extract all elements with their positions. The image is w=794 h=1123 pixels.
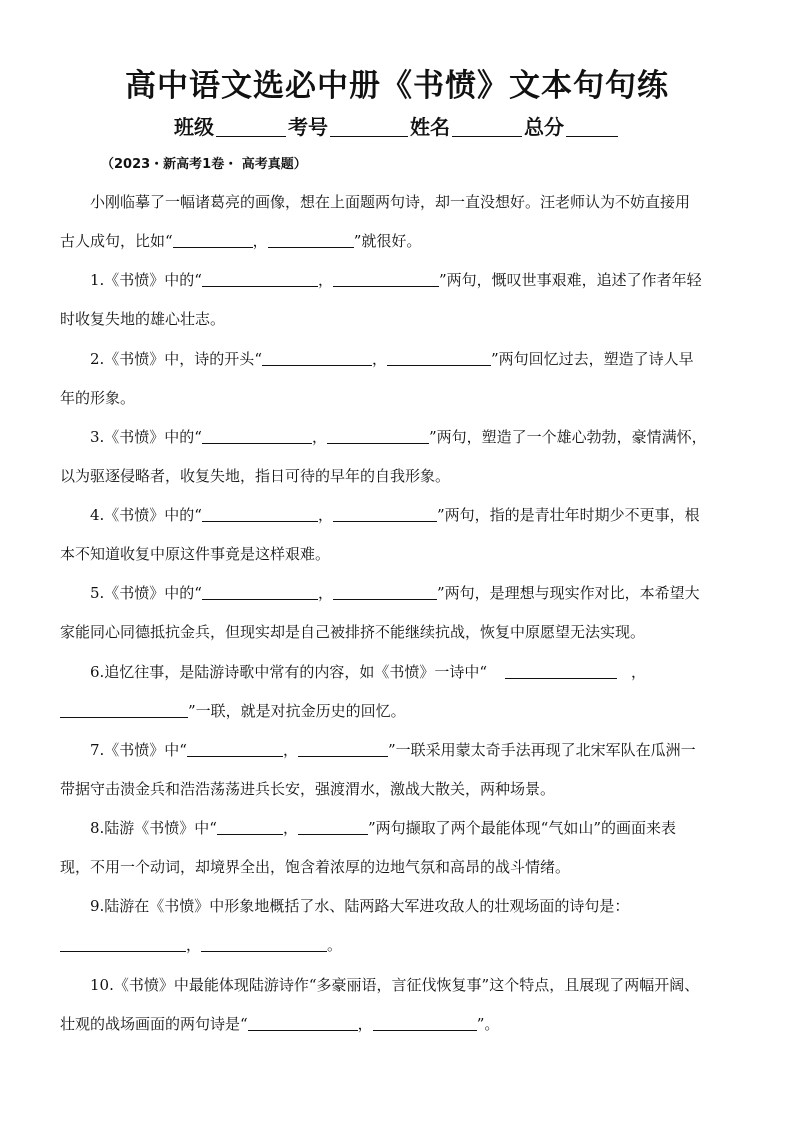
question-1: 1.《书愤》中的“ ， ”两句，慨叹世事艰难，追述了作者年轻 xyxy=(90,271,702,289)
class-blank[interactable] xyxy=(216,118,286,137)
question-9: 9.陆游在《书愤》中形象地概括了水、陆两路大军进攻敌人的壮观场面的诗句是： xyxy=(90,897,630,915)
answer-blank[interactable] xyxy=(202,585,318,600)
question-10-cont: 壮观的战场画面的两句诗是“ ， ”。 xyxy=(60,1015,500,1033)
answer-blank[interactable] xyxy=(173,233,253,248)
answer-blank[interactable] xyxy=(327,429,429,444)
answer-blank[interactable] xyxy=(187,742,283,757)
answer-blank[interactable] xyxy=(268,233,354,248)
page-title: 高中语文选必中册《书愤》文本句句练 xyxy=(125,68,669,104)
source-note: （2023・新高考1卷・ 高考真题） xyxy=(101,157,307,172)
question-6-cont: ”一联，就是对抗金历史的回忆。 xyxy=(60,700,406,722)
class-label: 班级 xyxy=(174,115,214,139)
answer-blank[interactable] xyxy=(202,272,318,287)
name-label: 姓名 xyxy=(410,115,450,139)
answer-blank[interactable] xyxy=(202,429,312,444)
intro-line-1: 小刚临摹了一幅诸葛亮的画像，想在上面题两句诗，却一直没想好。汪老师认为不妨直接用 xyxy=(90,193,691,211)
answer-blank[interactable] xyxy=(333,585,437,600)
answer-blank[interactable] xyxy=(373,1016,477,1031)
score-label: 总分 xyxy=(524,115,564,139)
id-blank[interactable] xyxy=(330,118,408,137)
question-2: 2.《书愤》中，诗的开头“ ， ”两句回忆过去，塑造了诗人早 xyxy=(90,350,694,368)
answer-blank[interactable] xyxy=(505,664,617,679)
score-blank[interactable] xyxy=(566,118,618,137)
answer-blank[interactable] xyxy=(333,507,437,522)
answer-blank[interactable] xyxy=(387,351,491,366)
id-label: 考号 xyxy=(288,115,328,139)
question-4: 4.《书愤》中的“ ， ”两句，指的是青壮年时期少不更事，根 xyxy=(90,506,700,524)
name-blank[interactable] xyxy=(452,118,522,137)
answer-blank[interactable] xyxy=(60,703,188,718)
answer-blank[interactable] xyxy=(298,742,388,757)
question-10: 10.《书愤》中最能体现陆游诗作“多豪丽语，言征伐恢复事”这个特点，且展现了两幅开阔、 xyxy=(90,976,700,994)
answer-blank[interactable] xyxy=(217,820,283,835)
answer-blank[interactable] xyxy=(298,820,368,835)
answer-blank[interactable] xyxy=(262,351,372,366)
question-6: 6.追忆往事，是陆游诗歌中常有的内容，如《书愤》一诗中“ ， xyxy=(90,663,646,681)
intro-line-2: 古人成句，比如“ ， ”就很好。 xyxy=(60,232,422,250)
answer-blank[interactable] xyxy=(60,937,186,952)
question-7-cont: 带据守击溃金兵和浩浩荡荡进兵长安，强渡渭水，激战大散关，两种场景。 xyxy=(60,780,556,798)
question-5-cont: 家能同心同德抵抗金兵，但现实却是自己被排挤不能继续抗战，恢复中原愿望无法实现。 xyxy=(60,623,646,641)
question-2-cont: 年的形象。 xyxy=(60,389,136,407)
question-5: 5.《书愤》中的“ ， ”两句，是理想与现实作对比，本希望大 xyxy=(90,584,700,602)
student-info-line xyxy=(0,111,794,140)
question-9-cont: ， 。 xyxy=(60,934,342,956)
question-3-cont: 以为驱逐侵略者，收复失地，指日可待的早年的自我形象。 xyxy=(60,467,451,485)
question-8: 8.陆游《书愤》中“ ， ”两句撷取了两个最能体现“气如山”的画面来表 xyxy=(90,819,677,837)
answer-blank[interactable] xyxy=(248,1016,358,1031)
answer-blank[interactable] xyxy=(202,507,318,522)
question-8-cont: 现，不用一个动词，却境界全出，饱含着浓厚的边地气氛和高昂的战斗情绪。 xyxy=(60,858,571,876)
question-3: 3.《书愤》中的“ ， ”两句，塑造了一个雄心勃勃，豪情满怀， xyxy=(90,428,707,446)
answer-blank[interactable] xyxy=(201,937,327,952)
answer-blank[interactable] xyxy=(333,272,439,287)
question-7: 7.《书愤》中“ ， ”一联采用蒙太奇手法再现了北宋军队在瓜洲一 xyxy=(90,741,696,759)
question-4-cont: 本不知道收复中原这件事竟是这样艰难。 xyxy=(60,545,331,563)
question-1-cont: 时收复失地的雄心壮志。 xyxy=(60,310,226,328)
